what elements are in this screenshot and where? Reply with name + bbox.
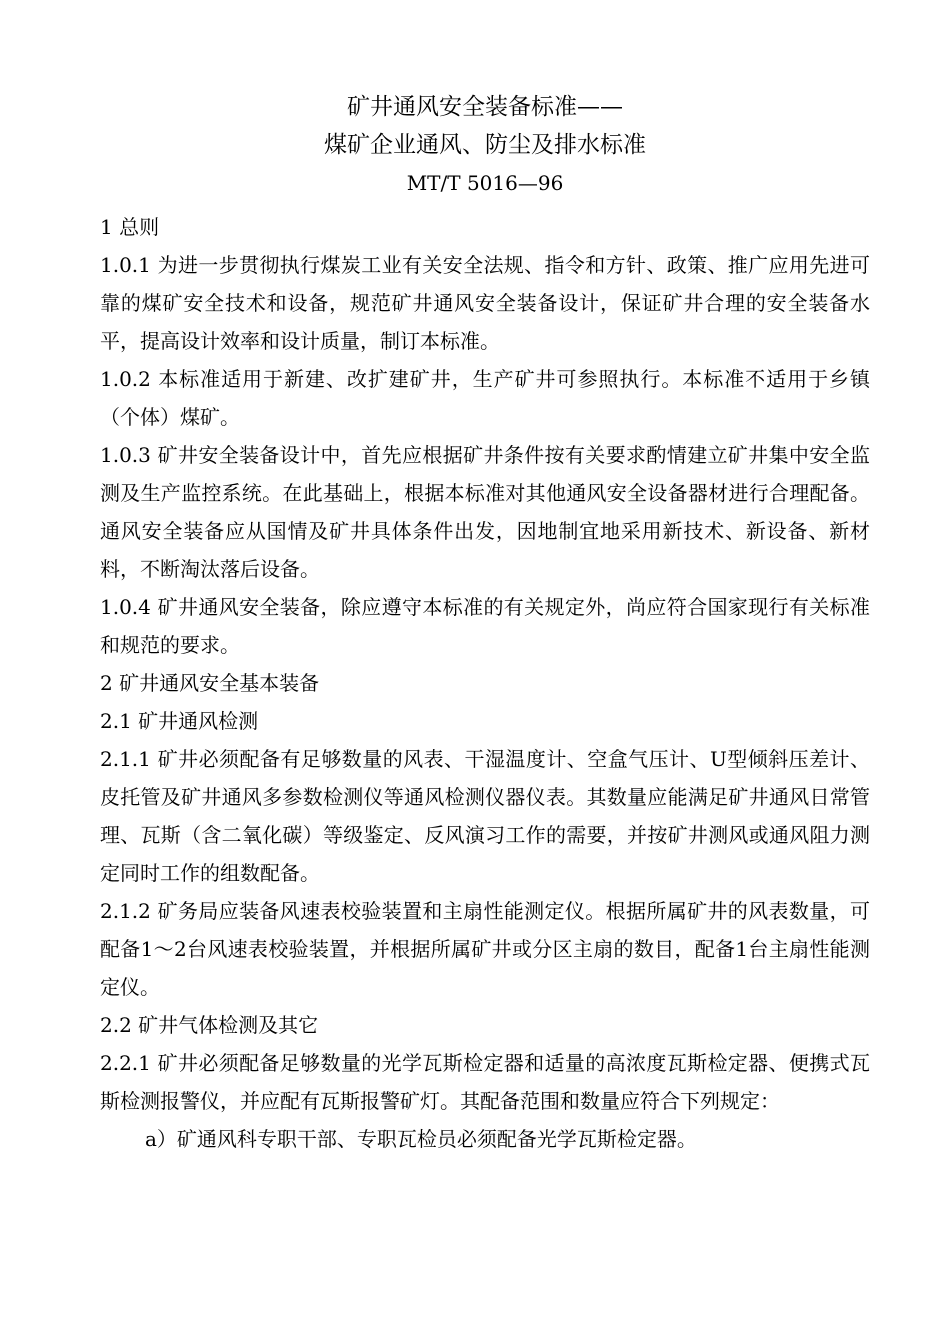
clause-paragraph: 1.0.4 矿井通风安全装备，除应遵守本标准的有关规定外，尚应符合国家现行有关标准和规范的要求。 bbox=[100, 595, 870, 657]
document-page bbox=[100, 88, 870, 1158]
subsection-heading: 2.2 矿井气体检测及其它 bbox=[100, 1013, 319, 1037]
document-title-line1: 矿井通风安全装备标准—— bbox=[347, 94, 623, 120]
clause-paragraph: 2.2.1 矿井必须配备足够数量的光学瓦斯检定器和适量的高浓度瓦斯检定器、便携式瓦斯检测报警仪，并应配有瓦斯报警矿灯。其配备范围和数量应符合下列规定： bbox=[100, 1051, 870, 1113]
clause-paragraph: 1.0.1 为进一步贯彻执行煤炭工业有关安全法规、指令和方针、政策、推广应用先进可靠的煤矿安全技术和设备，规范矿井通风安全装备设计，保证矿井合理的安全装备水平，提高设计效率和设计质量，制订本标准。 bbox=[100, 253, 870, 353]
section-heading: 2 矿井通风安全基本装备 bbox=[100, 671, 320, 695]
subsection-heading: 2.1 矿井通风检测 bbox=[100, 709, 259, 733]
clause-paragraph: 1.0.2 本标准适用于新建、改扩建矿井，生产矿井可参照执行。本标准不适用于乡镇（个体）煤矿。 bbox=[100, 367, 870, 429]
clause-paragraph: 2.1.2 矿务局应装备风速表校验装置和主扇性能测定仪。根据所属矿井的风表数量，可配备1～2台风速表校验装置，并根据所属矿井或分区主扇的数目，配备1台主扇性能测定仪。 bbox=[100, 899, 870, 999]
standard-code: MT/T 5016—96 bbox=[406, 171, 564, 195]
clause-paragraph: 2.1.1 矿井必须配备有足够数量的风表、干湿温度计、空盒气压计、U型倾斜压差计、皮托管及矿井通风多参数检测仪等通风检测仪器仪表。其数量应能满足矿井通风日常管理、瓦斯（含二氧化碳）等级鉴定、反风演习工作的需要，并按矿井测风或通风阻力测定同时工作的组数配备。 bbox=[100, 747, 870, 885]
clause-paragraph: 1.0.3 矿井安全装备设计中，首先应根据矿井条件按有关要求酌情建立矿井集中安全监测及生产监控系统。在此基础上，根据本标准对其他通风安全设备器材进行合理配备。通风安全装备应从国情及矿井具体条件出发，因地制宜地采用新技术、新设备、新材料，不断淘汰落后设备。 bbox=[100, 443, 870, 581]
document-title-line2: 煤矿企业通风、防尘及排水标准 bbox=[324, 132, 646, 158]
section-heading: 1 总则 bbox=[100, 215, 160, 239]
list-item: a）矿通风科专职干部、专职瓦检员必须配备光学瓦斯检定器。 bbox=[145, 1127, 697, 1151]
